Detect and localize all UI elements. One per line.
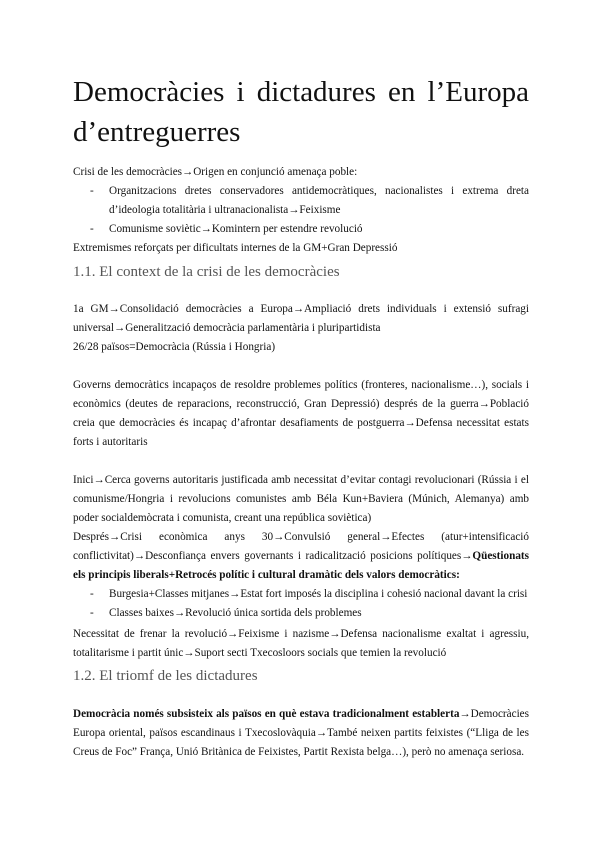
section-heading: 1.1. El context de la crisi de les democràcies [73, 264, 340, 280]
paragraph [73, 528, 529, 585]
paragraph-text: Després→Crisi econòmica anys 30→Convulsió general→Efectes (atur+intensificació conflictivitat)→Desconfiança envers governants i radicalització posicions polítiques→ [73, 531, 529, 562]
paragraph-text: →Democràcies Europa oriental, països escandinaus i Txecoslovàquia→També neixen partits feixistes (“Lliga de les Creus de Foc” França, Unió Britànica de Feixistes, Partit Rexista belga…), però no amenaça seriosa. [73, 708, 529, 758]
paragraph: Governs democràtics incapaços de resoldre problemes polítics (fronteres, nacionalisme…), socials i econòmics (deutes de reparacions, reconstrucció, Gran Depressió) després de la guerra→Població creia que democràcies és incapaç d’afrontar desafiaments de postguerra→Defensa necessitat estats forts i autoritaris [73, 379, 529, 448]
list-item: - Organitzacions dretes conservadores antidemocràtiques, nacionalistes i extrema dreta d’ideologia totalitària i ultranacionalista→Feixisme [73, 182, 529, 220]
paragraph: 26/28 països=Democràcia (Rússia i Hongria) [73, 341, 276, 353]
intro-line: Extremismes reforçats per dificultats internes de la GM+Gran Depressió [73, 242, 398, 254]
paragraph: Necessitat de frenar la revolució→Feixisme i nazisme→Defensa nacionalisme exaltat i agressiu, totalitarisme i partit únic→Suport secti Txecosloors socials que temien la revolució [73, 628, 529, 659]
section1-list [73, 585, 529, 623]
paragraph-bold-text: Qüestionats els principis liberals+Retrocés polític i cultural dramàtic dels valors democràtics: [73, 550, 529, 581]
list-item: - Burgesia+Classes mitjanes→Estat fort imposés la disciplina i cohesió nacional davant la crisi [73, 585, 529, 604]
paragraph: 1a GM→Consolidació democràcies a Europa→Ampliació drets individuals i extensió sufragi universal→Generalització democràcia parlamentària i pluripartidista [73, 303, 529, 334]
page-title: Democràcies i dictadures en l’Europa d’entreguerres [73, 76, 529, 148]
list-item: - Comunisme soviètic→Komintern per estendre revolució [73, 220, 529, 239]
paragraph-bold-text: Democràcia només subsisteix als països en què estava tradicionalment establerta [73, 708, 460, 720]
section-heading: 1.2. El triomf de les dictadures [73, 668, 258, 684]
intro-line: Crisi de les democràcies→Origen en conjunció amenaça poble: [73, 166, 358, 178]
list-item: - Classes baixes→Revolució única sortida dels problemes [73, 604, 529, 623]
paragraph [73, 705, 529, 762]
intro-list [73, 182, 529, 239]
paragraph: Inici→Cerca governs autoritaris justificada amb necessitat d’evitar contagi revolucionari (Rússia i el comunisme/Hongria i revolucions comunistes amb Béla Kun+Baviera (Múnich, Alemanya) amb poder socialdemòcrata i comunista, creant una república soviètica) [73, 474, 529, 524]
